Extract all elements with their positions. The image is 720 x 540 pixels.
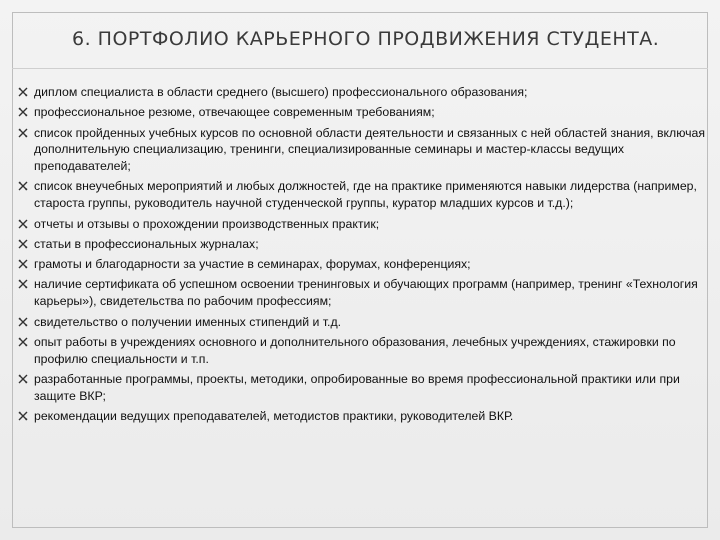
list-item-text: список внеучебных мероприятий и любых должностей, где на практике применяются навыки лидерства (например, староста группы, руководитель научной студенческой группы, куратор младших курсов и т.д.); [34, 179, 697, 211]
x-mark-icon [18, 128, 28, 138]
bullet-list [18, 84, 708, 428]
list-item [18, 216, 708, 233]
x-mark-icon [18, 374, 28, 384]
list-item-text: рекомендации ведущих преподавателей, методистов практики, руководителей ВКР. [34, 409, 514, 424]
list-item [18, 236, 708, 253]
list-item [18, 371, 708, 405]
x-mark-icon [18, 87, 28, 97]
list-item-text: отчеты и отзывы о прохождении производственных практик; [34, 216, 380, 231]
x-mark-icon [18, 219, 28, 229]
list-item-text: разработанные программы, проекты, методики, опробированные во время профессиональной практики или при защите ВКР; [34, 371, 680, 403]
list-item-text: диплом специалиста в области среднего (высшего) профессионального образования; [34, 85, 528, 99]
x-mark-icon [18, 411, 28, 421]
list-item [18, 104, 708, 121]
list-item-text: профессиональное резюме, отвечающее современным требованиям; [34, 105, 435, 120]
x-mark-icon [18, 239, 28, 249]
list-item-text: свидетельство о получении именных стипендий и т.д. [34, 314, 342, 329]
list-item [18, 276, 708, 310]
list-item [18, 334, 708, 368]
slide-title: 6. ПОРТФОЛИО КАРЬЕРНОГО ПРОДВИЖЕНИЯ СТУДЕНТА. [72, 28, 660, 50]
list-item [18, 256, 708, 273]
list-item-text: грамоты и благодарности за участие в семинарах, форумах, конференциях; [34, 257, 471, 272]
x-mark-icon [18, 107, 28, 117]
list-item [18, 125, 708, 175]
list-item-text: статьи в профессиональных журналах; [34, 236, 259, 251]
x-mark-icon [18, 337, 28, 347]
list-item-text: наличие сертификата об успешном освоении тренинговых и обучающих программ (например, тренинг «Технология карьеры»), свидетельства по рабочим профессиям; [34, 277, 698, 309]
list-item [18, 314, 708, 331]
list-item [18, 178, 708, 212]
list-item-text: список пройденных учебных курсов по основной области деятельности и связанных с ней областей знания, включая дополнительную специализацию, тренинги, специализированные семинары и мастер-классы ведущих преподавателей; [34, 125, 706, 174]
x-mark-icon [18, 181, 28, 191]
x-mark-icon [18, 279, 28, 289]
list-item-text: опыт работы в учреждениях основного и дополнительного образования, лечебных учреждениях, стажировки по профилю специальности и т.п. [34, 334, 676, 366]
x-mark-icon [18, 259, 28, 269]
list-item [18, 84, 708, 101]
title-divider [12, 68, 708, 69]
x-mark-icon [18, 317, 28, 327]
list-item [18, 408, 708, 425]
